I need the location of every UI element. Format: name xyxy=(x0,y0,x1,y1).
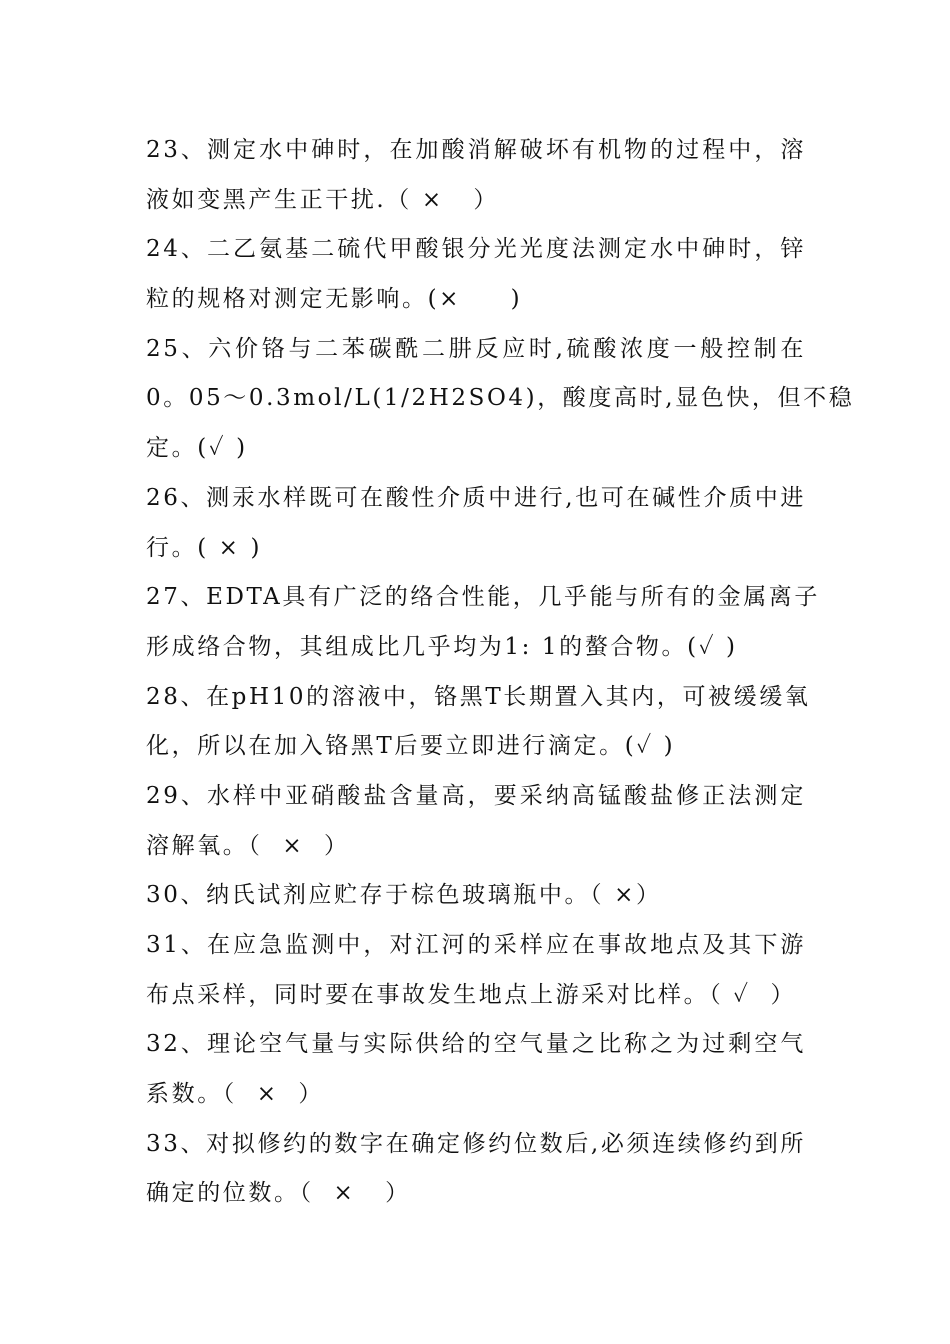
question-27 xyxy=(146,573,820,672)
question-line: 形成络合物，其组成比几乎均为1: 1的螯合物。(✓ ) xyxy=(146,633,738,660)
question-line: 27、EDTA具有广泛的络合性能，几乎能与所有的金属离子 xyxy=(146,584,820,611)
question-line: 化，所以在加入铬黑T后要立即进行滴定。(✓ ) xyxy=(146,733,676,760)
question-line: 定。(✓ ) xyxy=(146,435,248,462)
question-23 xyxy=(146,126,806,225)
question-line: 31、在应急监测中，对江河的采样应在事故地点及其下游 xyxy=(146,932,806,958)
question-line: 24、二乙氨基二硫代甲酸银分光光度法测定水中砷时，锌 xyxy=(146,236,806,263)
question-line: 26、测汞水样既可在酸性介质中进行,也可在碱性介质中进 xyxy=(146,484,806,511)
question-31 xyxy=(146,921,806,1020)
question-line: 系数。（ × ） xyxy=(146,1081,325,1108)
question-33 xyxy=(146,1120,806,1219)
question-line: 确定的位数。（ × ） xyxy=(146,1180,411,1207)
question-line: 布点采样，同时要在事故发生地点上游采对比样。（ ✓ ） xyxy=(146,981,797,1008)
question-line: 30、纳氏试剂应贮存于棕色玻璃瓶中。（ ×） xyxy=(146,882,662,909)
question-line: 32、理论空气量与实际供给的空气量之比称之为过剩空气 xyxy=(146,1031,806,1058)
question-32 xyxy=(146,1020,806,1119)
question-line: 液如变黑产生正干扰.（ × ） xyxy=(146,186,500,213)
question-30 xyxy=(146,871,806,921)
question-24 xyxy=(146,225,806,324)
question-line: 28、在pH10的溶液中，铬黑T长期置入其内，可被缓缓氧 xyxy=(146,683,811,710)
question-line: 25、六价铬与二苯碳酰二肼反应时,硫酸浓度一般控制在 xyxy=(146,335,806,362)
question-25 xyxy=(146,325,855,474)
question-line: 29、水样中亚硝酸盐含量高，要采纳高锰酸盐修正法测定 xyxy=(146,782,806,809)
question-line: 行。( × ) xyxy=(146,534,263,561)
question-line: 粒的规格对测定无影响。(× ) xyxy=(146,286,523,313)
question-line: 23、测定水中砷时，在加酸消解破坏有机物的过程中，溶 xyxy=(146,137,806,163)
question-29 xyxy=(146,772,806,871)
question-28 xyxy=(146,673,811,772)
question-26 xyxy=(146,474,806,573)
question-list xyxy=(146,126,855,1219)
question-line: 溶解氧。（ × ） xyxy=(146,832,350,859)
question-line: 33、对拟修约的数字在确定修约位数后,必须连续修约到所 xyxy=(146,1130,806,1157)
question-line: 0。05～0.3mol/L(1/2H2SO4)，酸度高时,显色快，但不稳 xyxy=(146,385,855,412)
